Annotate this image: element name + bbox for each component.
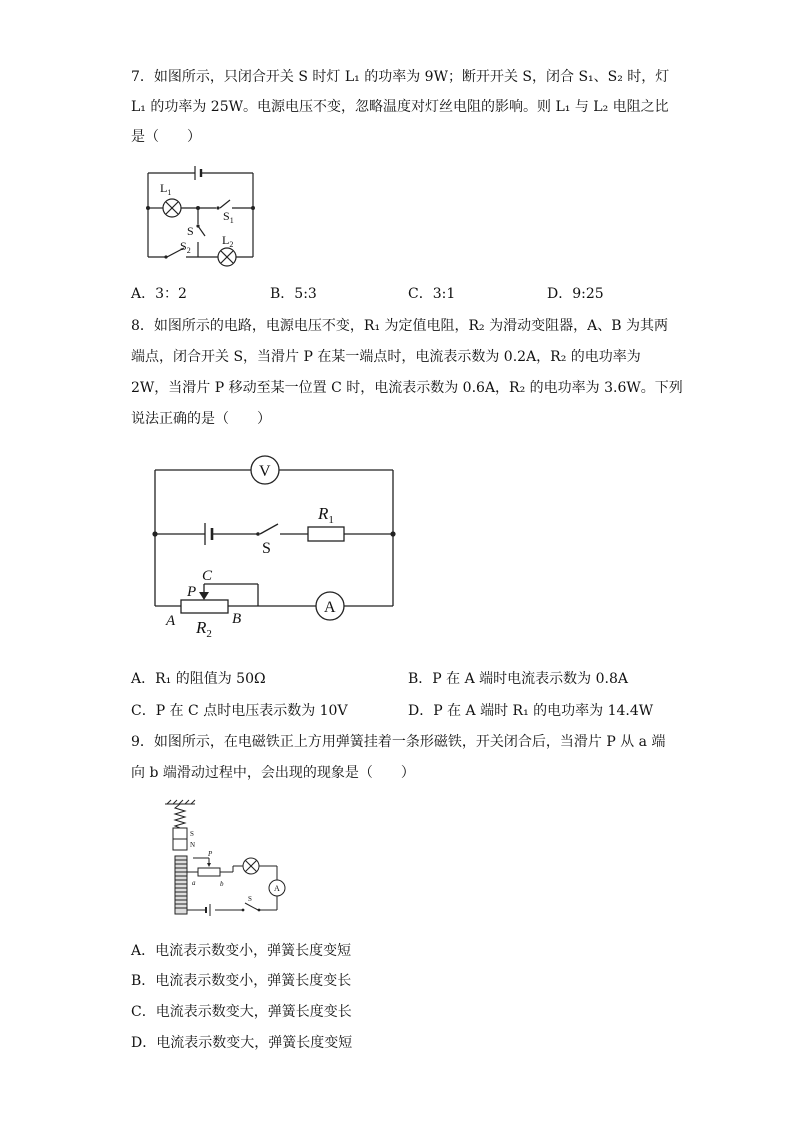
q8-label-r1: R: [318, 504, 329, 523]
q9-label-n-pole: N: [190, 841, 196, 849]
q9-label-a: a: [192, 879, 196, 887]
q8-ammeter-label: A: [324, 599, 336, 616]
q8-text-line1: 8．如图所示的电路，电源电压不变，R₁ 为定值电阻，R₂ 为滑动变阻器，A、B 为其两: [131, 318, 668, 334]
q7-option-c: C．3:1: [408, 286, 456, 302]
q9-option-c: C．电流表示数变大，弹簧长度变长: [131, 1004, 352, 1020]
q7-label-s: S: [187, 224, 194, 238]
q8-text-line2: 端点，闭合开关 S，当滑片 P 在某一端点时，电流表示数为 0.2A，R₂ 的电功率为: [131, 349, 641, 365]
q8-circuit-diagram: [150, 450, 405, 645]
q7-label-l1: L: [160, 181, 168, 195]
q7-label-l2: L: [222, 233, 230, 247]
q9-label-p: P: [208, 850, 213, 858]
q8-text-line3: 2W，当滑片 P 移动至某一位置 C 时，电流表示数为 0.6A，R₂ 的电功率为 3.6W。下列: [131, 380, 683, 396]
svg-text:L1: [160, 181, 171, 197]
q8-voltmeter-label: V: [259, 463, 271, 480]
q9-electromagnet-diagram: [155, 800, 295, 920]
q7-label-s1: S: [223, 209, 230, 223]
svg-text:L2: [222, 233, 233, 249]
q8-option-d: D．P 在 A 端时 R₁ 的电功率为 14.4W: [408, 703, 654, 719]
q9-label-switch: S: [248, 895, 252, 903]
q8-label-c: C: [202, 568, 213, 584]
q9-option-a: A．电流表示数变小，弹簧长度变短: [131, 943, 352, 959]
q8-label-end-b: B: [232, 611, 242, 627]
q7-option-a: A．3：2: [131, 286, 187, 302]
q8-option-c: C．P 在 C 点时电压表示数为 10V: [131, 703, 348, 719]
q9-label-s-pole: S: [190, 830, 194, 838]
q8-label-p: P: [187, 584, 197, 600]
q9-text-line2: 向 b 端滑动过程中，会出现的现象是（ ）: [131, 765, 415, 781]
q7-option-b: B．5:3: [270, 286, 317, 302]
q8-text-line4: 说法正确的是（ ）: [131, 411, 271, 427]
q8-option-b: B．P 在 A 端时电流表示数为 0.8A: [408, 671, 628, 687]
q7-label-s2-sub: 2: [186, 246, 191, 255]
q9-ammeter-label: A: [274, 884, 280, 893]
q7-circuit-diagram: [140, 160, 265, 275]
q7-label-l1-sub: 1: [167, 188, 172, 197]
q9-label-b: b: [220, 880, 224, 888]
q7-label-s2: S: [180, 239, 187, 253]
q8-option-a: A．R₁ 的阻值为 50Ω: [131, 671, 266, 687]
q8-label-end-a: A: [166, 613, 176, 629]
q8-label-r1-sub: 1: [328, 514, 334, 526]
q9-option-d: D．电流表示数变大，弹簧长度变短: [131, 1035, 353, 1051]
svg-text:R1: [317, 504, 334, 526]
q9-text-line1: 9．如图所示，在电磁铁正上方用弹簧挂着一条形磁铁，开关闭合后，当滑片 P 从 a 端: [131, 734, 666, 750]
svg-text:S2: [180, 239, 191, 255]
q8-label-s: S: [262, 540, 271, 557]
q7-label-s1-sub: 1: [229, 216, 234, 225]
q7-text-line3: 是（ ）: [131, 129, 201, 145]
svg-text:S1: [223, 209, 234, 225]
q7-label-l2-sub: 2: [229, 240, 234, 249]
q7-option-d: D．9:25: [547, 286, 604, 302]
q8-label-r2: R: [196, 618, 207, 637]
q7-text-line2: L₁ 的功率为 25W。电源电压不变，忽略温度对灯丝电阻的影响。则 L₁ 与 L₂ 电阻之比: [131, 99, 669, 115]
q7-text-line1: 7．如图所示，只闭合开关 S 时灯 L₁ 的功率为 9W；断开开关 S，闭合 S₁、S₂ 时，灯: [131, 69, 670, 85]
svg-text:R2: [195, 618, 212, 640]
q8-label-r2-sub: 2: [206, 628, 212, 640]
q9-option-b: B．电流表示数变小，弹簧长度变长: [131, 973, 352, 989]
